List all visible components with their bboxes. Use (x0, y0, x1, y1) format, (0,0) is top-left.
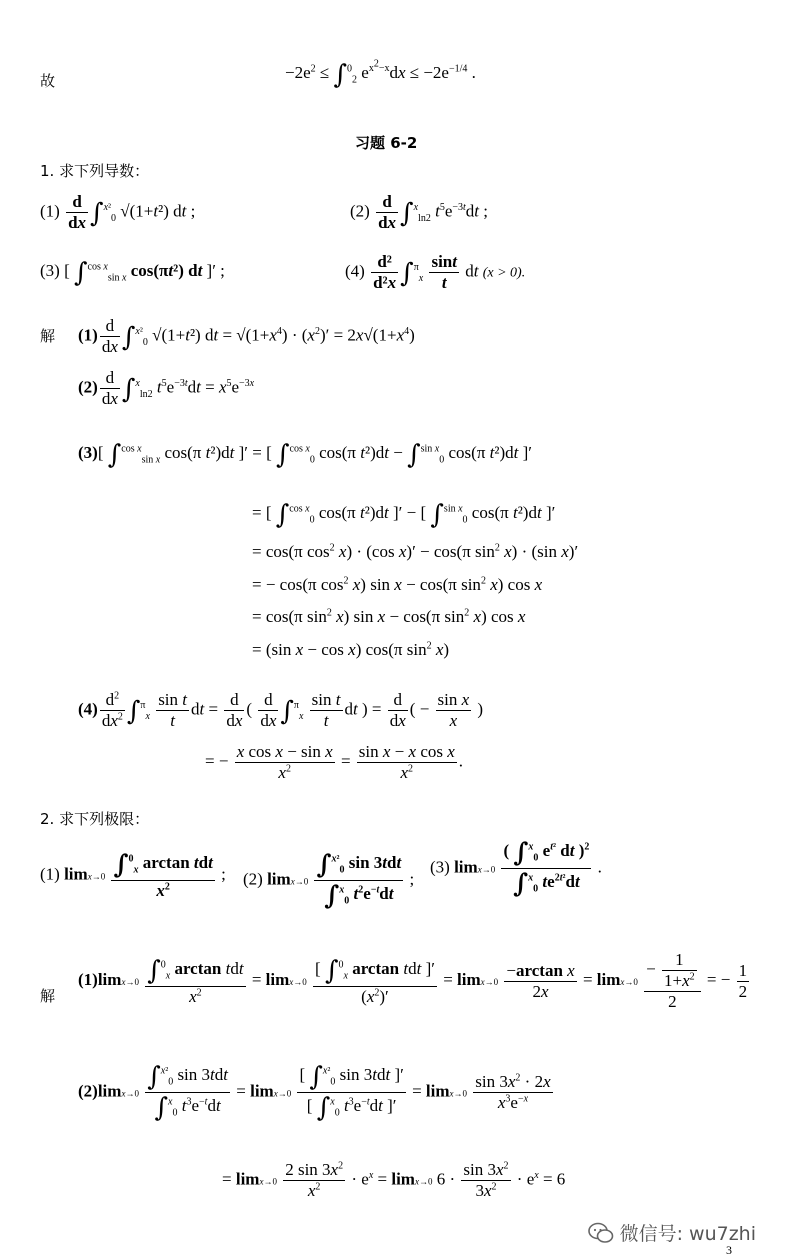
q1-sol-label: 解 (40, 327, 56, 345)
q1-sol-3-line4: = − cos(π $\cos^2 x$) sin x − cos(π $\sin^2 x$) cos x (252, 575, 543, 594)
q2-sol-1: (1)limx→0 $\frac{\int^0_x \arctan tdt}{x^2}$ = limx→0 $\frac{[ \int^0_x \arctan tdt ]'}{(x^2)'}$ = limx→0 $\frac{\text{−arctan x}}{2x}$ = limx→0 − $\frac{1}{1+x^2}$ 2 = − $\frac{1}{2}$ (78, 950, 748, 1011)
q2-sol-2-line1: (2)limx→0 $\frac{\int^{x^2}_0 \sin 3tdt}{\int^x_0 t^3e^{-t}dt}$ = limx→0 $\frac{[ \int^{x^2}_0 \sin 3tdt ]'}{[ \int^x_0 t^3e^{-t}dt ]'}$ = limx→0 $\frac{\sin 3x^2 \cdot 2x}{x^3e^{-x}}$ (78, 1062, 551, 1123)
q1-sol-1: (1) $\frac{d}{dx}$ ∫$^{x^2}_0$ √(1+t²) dt = $√(1+x^4) \cdot (x^2)' = 2x√(1+x^4)$ (78, 316, 415, 356)
q1-sol-2: (2) $\frac{d}{dx}$ ∫$^x_{ln2}$ $t^5e^{-3t}dt = x^5e^{-3x}$ (78, 368, 255, 408)
q2-sol-2-line2: = limx→0 $\frac{2 \sin 3x^2}{x^2}$ · $e^x = \lim x\to 0$ 6 · $\frac{\sin 3x^2}{3x^2}$ · $e^x = 6$ (222, 1160, 566, 1200)
intro-inequality: $-2e^2 \le \int^0_2$ $e^{x^2-x}dx \le -2e^{-1/4}$ . (285, 59, 476, 90)
page-number: 3 (726, 1243, 732, 1257)
q1-item2: (2) $\frac{d}{dx}$ ∫$^x_{ln2}$ $t^5e^{-3t}dt$ ; (350, 192, 488, 232)
q1-item1: (1) $\frac{d}{dx}$ ∫$^{x^2}_0$ √(1+t²) dt ; (40, 192, 196, 232)
q2-sol-label: 解 (40, 987, 56, 1005)
section-title: 习题 6-2 (355, 134, 418, 152)
q1-prompt: 1. 求下列导数： (40, 162, 150, 180)
watermark-text: 微信号: wu7zhi (619, 1223, 756, 1245)
q1-item4: (4) $\frac{\text{d²}}{\text{d²x}}$ ∫$^\pi_x$ $\frac{\sin t}{t}$ dt (x > 0). (345, 252, 526, 292)
q1-sol-3-line1: (3)[ ∫$^{cos x}_{sin x}$ cos(π t²)dt ]′ = [ ∫$^{cos x}_0$ cos(π t²)dt − ∫$^{sin x}_0$ cos(π t²)dt ]′ (78, 440, 533, 470)
q1-sol-4-line2: = − $\frac{\text{x cos x − sin x}}{x^2}$ = $\frac{\text{sin x − x cos x}}{x^2}$ . (205, 742, 464, 782)
wechat-watermark (588, 1219, 756, 1246)
q1-sol-3-line6: = (sin x − cos x) cos(π $\sin^2 x$) (252, 640, 450, 659)
wechat-icon (588, 1222, 614, 1244)
q2-prompt: 2. 求下列极限： (40, 810, 150, 828)
q2-item3: (3) limx→0 $\frac{( \int^x_0 e^{t^2} dt )^2}{\int^x_0 te^{2t^2}dt}$ . (430, 838, 602, 899)
q1-sol-3-line3: = cos(π $\cos^2 x) \cdot (\cos$ x)′ − cos(π $\sin^2 x) \cdot (\sin$ x)′ (252, 542, 579, 561)
q1-item3: (3) [ ∫$^{cos x}_{sin x}$ cos(πt²) dt ]′ ; (40, 258, 225, 288)
q2-item1: (1) limx→0 $\frac{\int^0_x \arctan tdt}{x^2}$ ; (40, 850, 226, 900)
q1-sol-3-line5: = cos(π $\sin^2 x$) sin x − cos(π $\sin^2 x$) cos x (252, 607, 526, 626)
q1-sol-4-line1: (4) $\frac{d^2}{dx^2}$ ∫$^\pi_x$ $\frac{\text{sin t}}{t}$ dt = $\frac{d}{dx}$ ( $\frac{d}{dx}$ ∫$^\pi_x$ $\frac{\text{sin t}}{t}$ dt ) = $\frac{d}{dx}$ ( − $\frac{\text{sin x}}{x}$ ) (78, 690, 484, 730)
q1-sol-3-line2: = [ ∫$^{cos x}_0$ cos(π t²)dt ]′ − [ ∫$^{sin x}_0$ cos(π t²)dt ]′ (252, 500, 556, 530)
intro-label: 故 (40, 72, 56, 90)
q2-item2: (2) limx→0 $\frac{\int^{x^2}_0 \sin 3tdt}{\int^x_0 t^2e^{-t}dt}$ ; (243, 850, 415, 911)
